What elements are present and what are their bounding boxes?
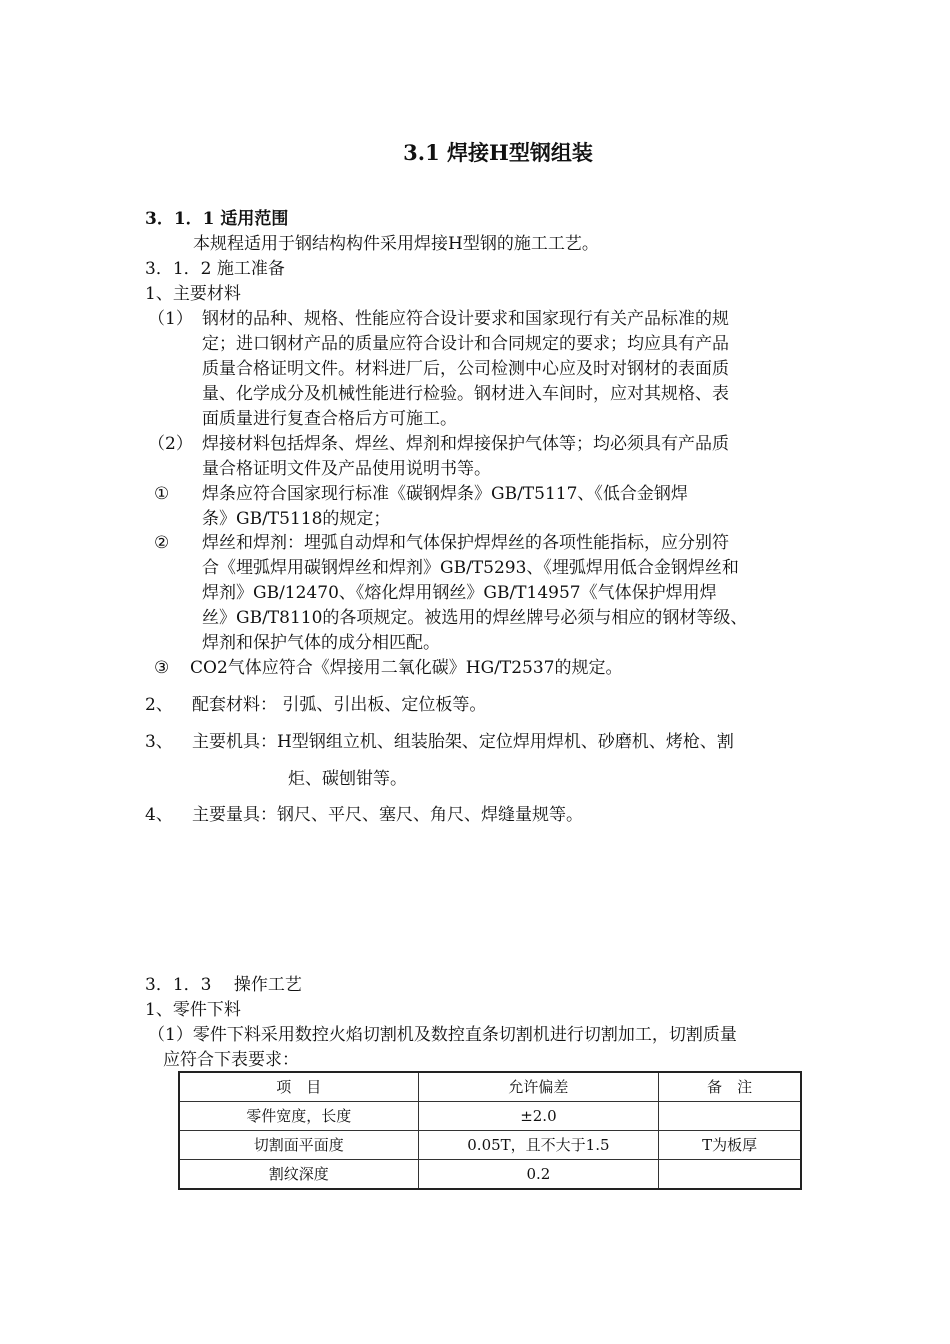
table-cell: 0.2: [418, 1160, 659, 1190]
cutting-text-line: （1）零件下料采用数控火焰切割机及数控直条切割机进行切割加工，切割质量: [148, 1025, 737, 1045]
sub-2-line: 焊丝和焊剂：埋弧自动焊和气体保护焊焊丝的各项性能指标，应分别符: [202, 533, 729, 553]
table-header-row: [179, 1072, 801, 1102]
sub-3-marker: ③: [154, 658, 170, 678]
table-cell: 0.05T，且不大于1.5: [418, 1131, 659, 1160]
table-cell: ±2.0: [418, 1102, 659, 1131]
table-cell: T为板厚: [659, 1131, 801, 1160]
item-3-marker: 3、: [145, 732, 173, 752]
table-header-cell: 允许偏差: [418, 1072, 659, 1102]
table-row: [179, 1102, 801, 1131]
sub-2-marker: ②: [154, 533, 170, 553]
table-cell: 割纹深度: [179, 1160, 418, 1190]
item-2-line: 焊接材料包括焊条、焊丝、焊剂和焊接保护气体等；均必须具有产品质: [202, 434, 729, 454]
sub-2-line: 焊剂》GB/12470、《熔化焊用钢丝》GB/T14957《气体保护焊用焊: [202, 583, 717, 603]
scope-text: 本规程适用于钢结构构件采用焊接H型钢的施工工艺。: [193, 234, 599, 254]
table-row: [179, 1160, 801, 1190]
parts-cutting-heading: 1、零件下料: [145, 1000, 241, 1020]
item-1-line: 量、化学成分及机械性能进行检验。钢材进入车间时，应对其规格、表: [202, 384, 729, 404]
supporting-materials-text: 配套材料： 引弧、引出板、定位板等。: [192, 695, 487, 715]
item-1-line: 质量合格证明文件。材料进厂后，公司检测中心应及时对钢材的表面质: [202, 359, 729, 379]
machinery-line: 炬、碳刨钳等。: [288, 769, 407, 789]
page-title: 3.1 焊接H型钢组装: [403, 140, 593, 165]
item-1-line: 定；进口钢材产品的质量应符合设计和合同规定的要求；均应具有产品: [202, 334, 729, 354]
sub-1-line: 焊条应符合国家现行标准《碳钢焊条》GB/T5117、《低合金钢焊: [202, 484, 688, 504]
section-heading-311: 3．1．1 适用范围: [145, 209, 289, 229]
cutting-text-line: 应符合下表要求：: [163, 1050, 299, 1070]
materials-heading: 1、主要材料: [145, 284, 241, 304]
section-heading-312: 3．1．2 施工准备: [145, 259, 285, 279]
table-header-cell: 项 目: [179, 1072, 418, 1102]
table-row: [179, 1131, 801, 1160]
table-cell: 切割面平面度: [179, 1131, 418, 1160]
sub-2-line: 焊剂和保护气体的成分相匹配。: [202, 633, 440, 653]
table-cell: [659, 1102, 801, 1131]
item-1-marker: （1）: [148, 309, 193, 329]
item-1-line: 钢材的品种、规格、性能应符合设计要求和国家现行有关产品标准的规: [202, 309, 729, 329]
item-2-supporting-marker: 2、: [145, 695, 173, 715]
section-heading-313: 3．1．3 操作工艺: [145, 975, 302, 995]
table-cell: 零件宽度，长度: [179, 1102, 418, 1131]
tolerance-table: [178, 1071, 802, 1190]
gauges-text: 主要量具：钢尺、平尺、塞尺、角尺、焊缝量规等。: [192, 805, 583, 825]
item-2-line: 量合格证明文件及产品使用说明书等。: [202, 459, 491, 479]
machinery-line: 主要机具：H型钢组立机、组装胎架、定位焊用焊机、砂磨机、烤枪、割: [192, 732, 734, 752]
sub-2-line: 丝》GB/T8110的各项规定。被选用的焊丝牌号必须与相应的钢材等级、: [202, 608, 748, 628]
item-4-marker: 4、: [145, 805, 173, 825]
item-2-marker: （2）: [148, 434, 193, 454]
table-cell: [659, 1160, 801, 1190]
table-header-cell: 备 注: [659, 1072, 801, 1102]
item-1-line: 面质量进行复查合格后方可施工。: [202, 409, 457, 429]
sub-1-marker: ①: [154, 484, 170, 504]
sub-3-text: CO2气体应符合《焊接用二氧化碳》HG/T2537的规定。: [190, 658, 623, 678]
sub-2-line: 合《埋弧焊用碳钢焊丝和焊剂》GB/T5293、《埋弧焊用低合金钢焊丝和: [202, 558, 739, 578]
sub-1-line: 条》GB/T5118的规定；: [202, 509, 391, 529]
